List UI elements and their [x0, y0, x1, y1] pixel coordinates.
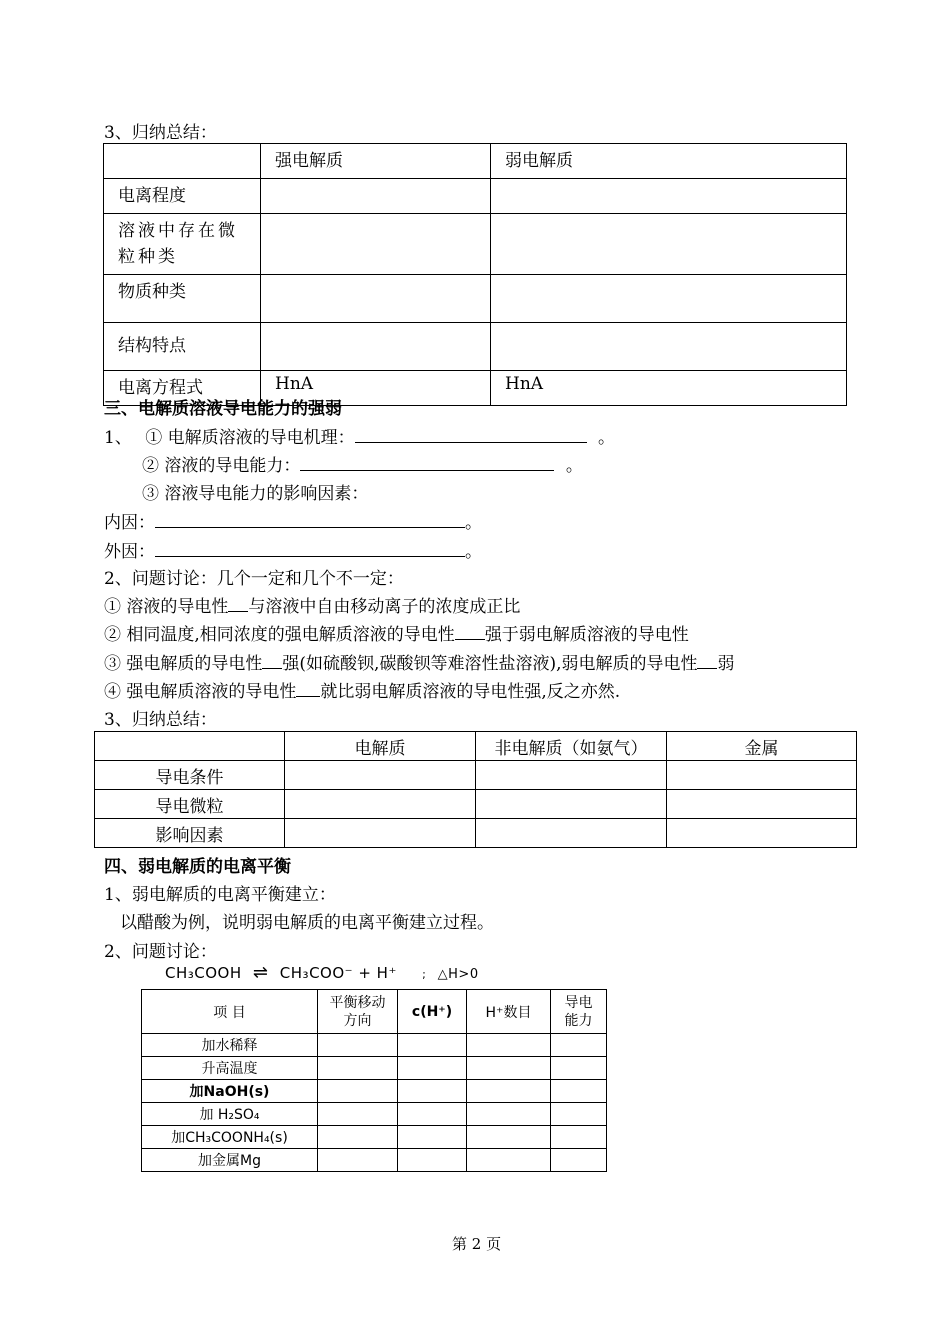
- discussion-3: [104, 649, 734, 674]
- table-cell: [551, 1149, 607, 1172]
- table-header-cell: [104, 144, 261, 179]
- row-label: 加水稀释: [142, 1034, 318, 1057]
- table-cell: [398, 1057, 467, 1080]
- table-cell: [491, 323, 847, 371]
- table-cell: [467, 1149, 551, 1172]
- inner-label: 内因：: [104, 513, 155, 533]
- row-label: 导电条件: [95, 761, 285, 790]
- table-cell: [318, 1057, 398, 1080]
- row-label: 电离程度: [104, 179, 261, 214]
- period: 。: [465, 513, 482, 533]
- equilibrium-arrow-icon: ⇌: [252, 962, 269, 983]
- summary-heading-2: 3、归纳总结：: [104, 710, 217, 730]
- table-cell: [398, 1126, 467, 1149]
- d4-text: ④ 强电解质溶液的导电性: [104, 682, 297, 702]
- equilibrium-shift-table: [141, 989, 607, 1172]
- table-cell: [467, 1034, 551, 1057]
- table-header-cell: 平衡移动方向: [318, 990, 398, 1034]
- table-cell: [318, 1080, 398, 1103]
- table-cell: [551, 1103, 607, 1126]
- answer-blank[interactable]: [155, 540, 465, 557]
- d1-text-b: 与溶液中自由移动离子的浓度成正比: [248, 597, 521, 617]
- table-cell: [667, 790, 857, 819]
- eq-sep: ;: [422, 968, 427, 981]
- d3-text-c: 弱: [717, 654, 735, 674]
- answer-blank[interactable]: [228, 597, 248, 612]
- d1-text: ① 溶液的导电性: [104, 597, 229, 617]
- table-cell: [318, 1103, 398, 1126]
- table-cell: [491, 275, 847, 323]
- eq-right: CH₃COO⁻ + H⁺: [279, 964, 397, 982]
- table-cell: HnA: [261, 371, 491, 406]
- table-cell: [285, 761, 476, 790]
- table-cell: [261, 179, 491, 214]
- table-cell: [667, 761, 857, 790]
- table-cell: [476, 819, 667, 848]
- answer-blank[interactable]: [455, 625, 485, 640]
- row-label: 加 H₂SO₄: [142, 1103, 318, 1126]
- answer-blank[interactable]: [296, 682, 320, 697]
- page-number: 第 2 页: [452, 1235, 502, 1253]
- electrolyte-comparison-table: [103, 143, 847, 406]
- q1b-text: ② 溶液的导电能力：: [142, 456, 301, 476]
- inner-factor-line: [104, 508, 482, 533]
- s4-question-1-text: 以醋酸为例，说明弱电解质的电离平衡建立过程。: [120, 913, 494, 933]
- conductivity-table: [94, 731, 857, 848]
- table-cell: [261, 275, 491, 323]
- table-cell: [261, 214, 491, 275]
- table-cell: [551, 1080, 607, 1103]
- table-header-cell: [95, 732, 285, 761]
- table-cell: [467, 1080, 551, 1103]
- table-header-cell: 非电解质（如氨气）: [476, 732, 667, 761]
- d2-text-b: 强于弱电解质溶液的导电性: [484, 625, 689, 645]
- table-header-cell: 强电解质: [261, 144, 491, 179]
- row-label: 物质种类: [104, 275, 261, 323]
- table-cell: [285, 790, 476, 819]
- table-cell: [491, 214, 847, 275]
- q1-prefix: 1、: [104, 428, 132, 448]
- period: 。: [465, 542, 482, 562]
- section-title-4: 四、弱电解质的电离平衡: [104, 857, 291, 877]
- row-label: 加金属Mg: [142, 1149, 318, 1172]
- row-label: 结构特点: [104, 323, 261, 371]
- answer-blank[interactable]: [155, 511, 465, 528]
- d2-text: ② 相同温度,相同浓度的强电解质溶液的导电性: [104, 625, 455, 645]
- row-label: 加CH₃COONH₄(s): [142, 1126, 318, 1149]
- table-cell: [491, 179, 847, 214]
- s4-question-2: 2、问题讨论：: [104, 942, 217, 962]
- discussion-1: [104, 592, 520, 617]
- table-cell: [398, 1080, 467, 1103]
- summary-heading-1: 3、归纳总结：: [104, 123, 217, 143]
- table-cell: [398, 1034, 467, 1057]
- discussion-2: [104, 620, 689, 645]
- s4-question-1: 1、弱电解质的电离平衡建立：: [104, 885, 336, 905]
- table-header-cell: c(H⁺): [398, 990, 467, 1034]
- discussion-4: [104, 677, 620, 702]
- table-cell: [551, 1126, 607, 1149]
- table-cell: [467, 1126, 551, 1149]
- period: 。: [598, 428, 616, 448]
- table-cell: [398, 1149, 467, 1172]
- table-header-cell: 项 目: [142, 990, 318, 1034]
- row-label: 溶液中存在微粒种类: [104, 214, 261, 275]
- eq-dh: △H>0: [437, 967, 479, 982]
- table-cell: [318, 1034, 398, 1057]
- question-1a: [104, 423, 615, 448]
- table-cell: [551, 1057, 607, 1080]
- d3-text: ③ 强电解质的导电性: [104, 654, 263, 674]
- table-cell: [551, 1034, 607, 1057]
- table-header-cell: 电解质: [285, 732, 476, 761]
- table-cell: [318, 1126, 398, 1149]
- table-header-cell: H⁺数目: [467, 990, 551, 1034]
- d3-text-b: 强(如硫酸钡,碳酸钡等难溶性盐溶液),弱电解质的导电性: [282, 654, 698, 674]
- answer-blank[interactable]: [300, 454, 554, 471]
- ionization-equation: [165, 962, 479, 983]
- table-cell: [467, 1103, 551, 1126]
- q1a-text: ① 电解质溶液的导电机理：: [145, 428, 355, 448]
- period: 。: [565, 456, 583, 476]
- row-label: 加NaOH(s): [142, 1080, 318, 1103]
- answer-blank[interactable]: [355, 426, 587, 443]
- answer-blank[interactable]: [262, 654, 282, 669]
- table-header-cell: 金属: [667, 732, 857, 761]
- table-cell: [318, 1149, 398, 1172]
- outer-factor-line: [104, 537, 482, 562]
- table-cell: HnA: [491, 371, 847, 406]
- d4-text-b: 就比弱电解质溶液的导电性强,反之亦然.: [320, 682, 621, 702]
- table-cell: [467, 1057, 551, 1080]
- row-label: 导电微粒: [95, 790, 285, 819]
- question-2: 2、问题讨论：几个一定和几个不一定：: [104, 569, 404, 589]
- answer-blank[interactable]: [697, 654, 717, 669]
- table-cell: [476, 761, 667, 790]
- row-label: 影响因素: [95, 819, 285, 848]
- question-1b: [142, 451, 583, 476]
- outer-label: 外因：: [104, 542, 155, 562]
- row-label: 升高温度: [142, 1057, 318, 1080]
- section-title-3: 三、电解质溶液导电能力的强弱: [104, 399, 342, 419]
- eq-left: CH₃COOH: [165, 964, 242, 982]
- table-cell: [476, 790, 667, 819]
- row-label: 电离方程式: [104, 371, 261, 406]
- table-cell: [398, 1103, 467, 1126]
- question-1c: ③ 溶液导电能力的影响因素：: [142, 484, 369, 504]
- table-header-cell: 导电能力: [551, 990, 607, 1034]
- table-cell: [261, 323, 491, 371]
- table-header-cell: 弱电解质: [491, 144, 847, 179]
- table-cell: [285, 819, 476, 848]
- table-cell: [667, 819, 857, 848]
